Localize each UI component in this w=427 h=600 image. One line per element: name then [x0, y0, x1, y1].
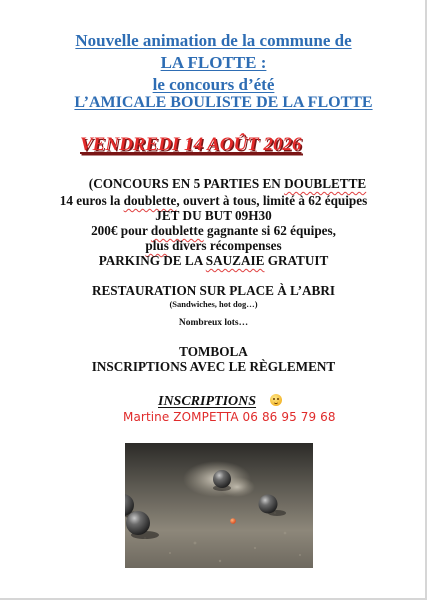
detail-line: JET DU BUT 09H30 — [155, 208, 272, 223]
detail-word: doublette — [150, 223, 204, 238]
inscriptions-heading — [158, 392, 282, 410]
detail-text: GRATUIT — [267, 253, 329, 268]
detail-word: DOUBLETTE — [284, 176, 367, 191]
smiley-face-icon — [270, 394, 282, 406]
event-date: VENDREDI 14 AOÛT 2026 — [80, 134, 302, 155]
detail-text: 200€ pour — [91, 223, 148, 238]
detail-word: plus — [145, 238, 169, 253]
detail-line: INSCRIPTIONS AVEC LE RÈGLEMENT — [91, 359, 336, 374]
detail-line: TOMBOLA — [179, 344, 248, 359]
title-line-4: L’AMICALE BOULISTE DE LA FLOTTE — [74, 94, 373, 111]
detail-line — [0, 253, 427, 269]
detail-line — [0, 238, 427, 254]
detail-line: Nombreux lots… — [178, 318, 249, 328]
detail-line: RESTAURATION SUR PLACE À L’ABRI — [91, 283, 336, 298]
detail-line — [0, 193, 427, 209]
detail-word: SAUZAIE — [205, 253, 265, 268]
detail-text: gagnante si 62 équipes, — [206, 223, 336, 238]
detail-word: doublette — [123, 193, 177, 208]
detail-line — [0, 223, 427, 239]
title-line-3: le concours d’été — [152, 75, 275, 94]
detail-text: , ouvert à tous, limité à 62 équipes — [176, 193, 368, 208]
title-line-2: LA FLOTTE : — [160, 53, 267, 72]
detail-text: (CONCOURS EN 5 PARTIES EN — [88, 176, 281, 191]
detail-text: divers récompenses — [172, 238, 282, 253]
title-line-1: Nouvelle animation de la commune de — [75, 31, 352, 50]
inscriptions-title: INSCRIPTIONS — [158, 394, 257, 409]
petanque-photo — [125, 443, 313, 568]
detail-line — [14, 176, 427, 192]
contact-line: Martine ZOMPETTA 06 86 95 79 68 — [123, 410, 336, 424]
detail-text: PARKING DE LA — [98, 253, 203, 268]
detail-line: (Sandwiches, hot dog…) — [169, 299, 258, 309]
detail-text: 14 euros la — [59, 193, 121, 208]
